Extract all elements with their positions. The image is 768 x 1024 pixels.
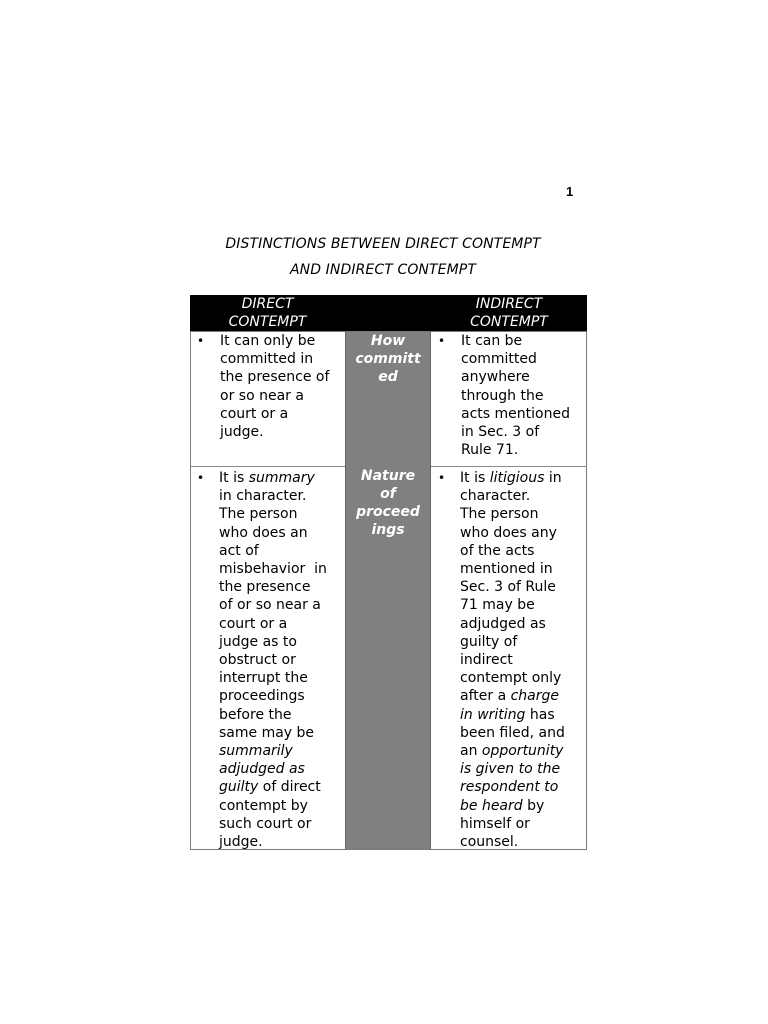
text-line: court or a — [219, 615, 288, 632]
text-line: in character. — [219, 488, 307, 505]
column-divider-right — [430, 331, 431, 850]
text-line: committed — [461, 351, 537, 368]
row-divider-left — [190, 466, 345, 467]
text-run: in — [544, 470, 562, 486]
indirect-nature-text — [460, 469, 565, 851]
criterion-line: ings — [371, 522, 405, 538]
text-line: or so near a — [220, 387, 304, 404]
text-line: before the — [219, 706, 292, 723]
text-line: It can be — [461, 333, 523, 349]
text-line: himself or — [460, 815, 530, 832]
text-run-italic: be heard — [460, 797, 523, 814]
text-run: It is — [460, 470, 490, 486]
bullet: • — [438, 471, 446, 485]
text-line: The person — [460, 506, 539, 523]
text-line: of or so near a — [219, 597, 321, 614]
criterion-nature-of-proceedings — [345, 467, 431, 539]
text-run-italic: adjudged as — [219, 761, 305, 778]
text-line: anywhere — [461, 369, 530, 386]
criterion-line: How — [370, 333, 406, 349]
text-line: misbehavior in — [219, 561, 327, 578]
indirect-how-committed-text — [461, 332, 570, 459]
text-line — [219, 778, 327, 796]
text-line: character. — [460, 488, 531, 505]
header-indirect-line-1: INDIRECT — [475, 296, 543, 312]
text-line: such court or — [219, 815, 312, 832]
text-line: The person — [219, 506, 298, 523]
criterion-how-committed — [345, 332, 431, 386]
text-run-italic: litigious — [489, 470, 545, 486]
text-line: judge. — [219, 834, 263, 851]
text-line: acts mentioned — [461, 405, 570, 422]
text-line: act of — [219, 542, 259, 559]
text-line: proceedings — [219, 688, 305, 705]
text-line: of the acts — [460, 542, 535, 559]
criterion-line: proceed — [356, 504, 420, 520]
direct-how-committed-text — [220, 332, 329, 441]
text-line — [460, 760, 565, 778]
header-indirect-contempt — [431, 295, 587, 331]
text-line: adjudged as — [460, 615, 546, 632]
bullet: • — [197, 334, 205, 348]
text-run: of direct — [258, 779, 321, 796]
text-line — [460, 706, 565, 724]
header-direct-line-1: DIRECT — [241, 296, 294, 312]
column-divider-left — [345, 331, 346, 850]
text-run-italic: respondent to — [460, 779, 559, 796]
criterion-line: Nature — [360, 468, 416, 484]
header-direct-contempt — [190, 295, 345, 331]
title-line-1: DISTINCTIONS BETWEEN DIRECT CONTEMPT — [225, 236, 541, 252]
page-number: 1 — [566, 184, 574, 199]
text-run-italic: in writing — [460, 706, 526, 723]
text-line: indirect — [460, 652, 513, 669]
text-line: committed in — [220, 351, 314, 368]
text-run: has — [525, 706, 555, 723]
direct-nature-text — [219, 469, 327, 851]
criterion-line: of — [380, 486, 396, 502]
text-line: judge. — [220, 424, 264, 441]
text-line: through the — [461, 387, 544, 404]
text-line: 71 may be — [460, 597, 535, 614]
text-line: court or a — [220, 405, 289, 422]
text-line — [460, 469, 565, 487]
text-line: guilty of — [460, 633, 518, 650]
text-line: Sec. 3 of Rule — [460, 579, 556, 596]
text-line: the presence — [219, 579, 311, 596]
text-run-italic: guilty — [219, 779, 259, 796]
text-line: contempt by — [219, 797, 308, 814]
text-line: same may be — [219, 724, 315, 741]
text-run-italic: summarily — [219, 743, 293, 760]
text-line: who does an — [219, 524, 308, 541]
text-line: contempt only — [460, 670, 562, 687]
comparison-table — [190, 295, 587, 850]
text-run-italic: summary — [248, 470, 315, 486]
bullet: • — [197, 471, 205, 485]
text-line — [460, 797, 565, 815]
text-line — [219, 760, 327, 778]
text-line — [460, 687, 565, 705]
text-line: in Sec. 3 of — [461, 424, 540, 441]
header-indirect-line-2: CONTEMPT — [470, 314, 548, 330]
title-line-2: AND INDIRECT CONTEMPT — [290, 262, 476, 278]
text-run: It is — [219, 470, 249, 486]
text-run: by — [522, 797, 545, 814]
text-line: the presence of — [220, 369, 330, 386]
text-line — [219, 742, 327, 760]
text-line: judge as to — [219, 633, 297, 650]
criterion-line: ed — [378, 369, 398, 385]
text-run-italic: charge — [510, 688, 560, 705]
criterion-line: committ — [355, 351, 421, 367]
bullet: • — [438, 334, 446, 348]
text-line: interrupt the — [219, 670, 308, 687]
text-line: Rule 71. — [461, 442, 519, 459]
text-line: It can only be — [220, 333, 316, 349]
row-divider-right — [431, 466, 587, 467]
text-line — [460, 742, 565, 760]
document-title — [180, 231, 586, 283]
text-run-italic: opportunity — [481, 743, 564, 760]
text-run: after a — [460, 688, 511, 705]
text-line — [460, 778, 565, 796]
header-direct-line-2: CONTEMPT — [228, 314, 307, 330]
text-run: an — [460, 743, 482, 760]
text-line: been filed, and — [460, 724, 565, 741]
text-line — [219, 469, 327, 487]
text-run-italic: is given to the — [460, 761, 561, 778]
text-line: who does any — [460, 524, 557, 541]
text-line: mentioned in — [460, 561, 553, 578]
text-line: counsel. — [460, 834, 519, 851]
text-line: obstruct or — [219, 652, 296, 669]
